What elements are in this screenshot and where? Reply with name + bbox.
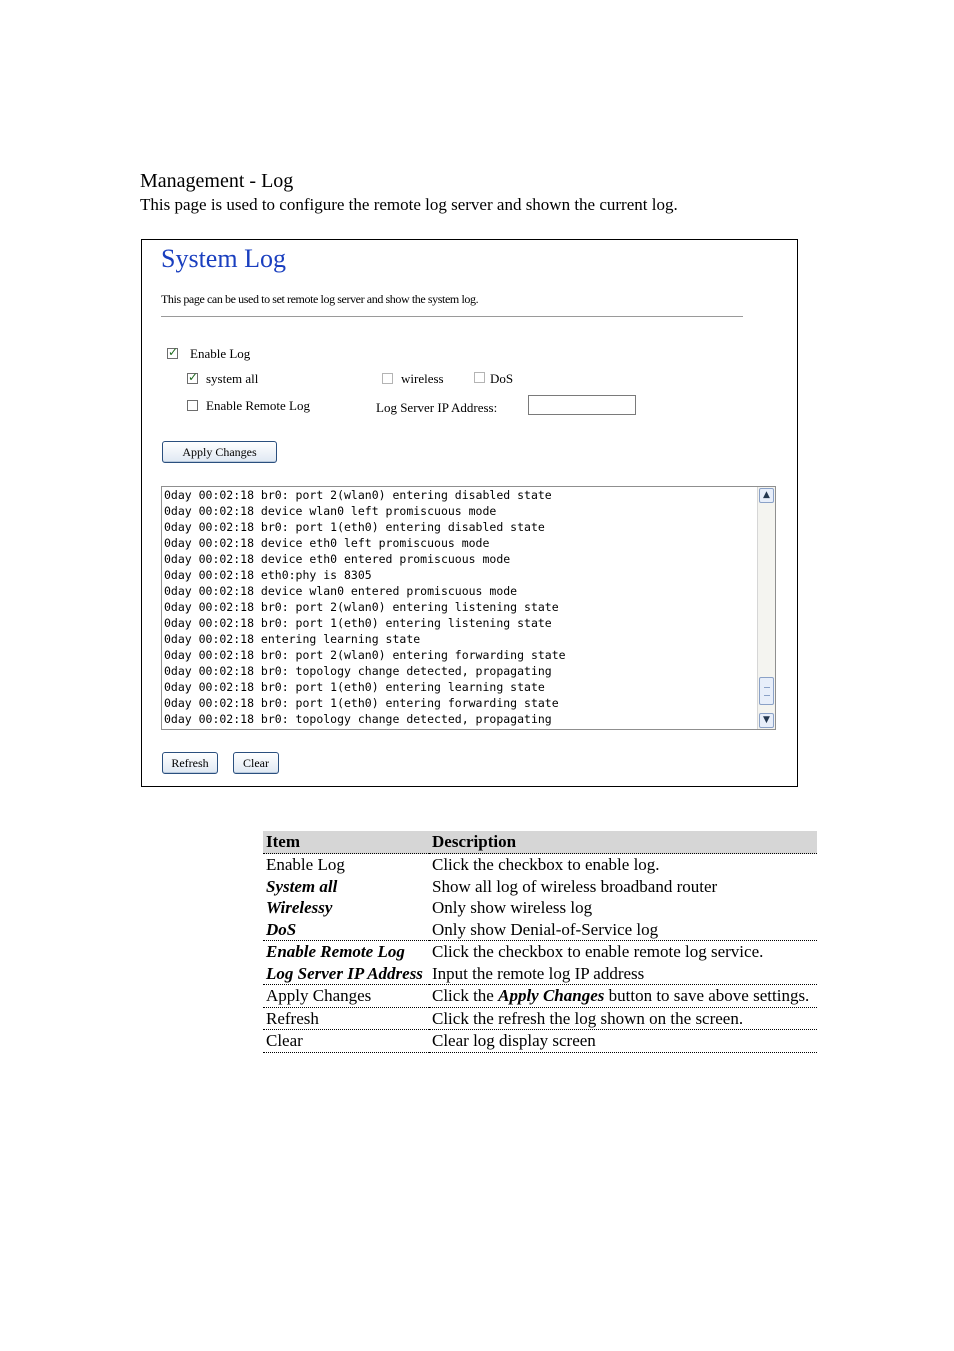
row-description: Input the remote log IP address <box>429 963 817 985</box>
row-description: Click the checkbox to enable log. <box>432 855 660 874</box>
page-intro: This page is used to configure the remote log server and shown the current log. <box>140 195 678 214</box>
row-description <box>429 985 817 1008</box>
panel-title: System Log <box>161 244 286 273</box>
enable-log-label: Enable Log <box>190 346 251 361</box>
log-textarea[interactable] <box>161 486 776 730</box>
dos-label: DoS <box>490 371 514 386</box>
log-line: 0day 00:02:18 br0: port 1(eth0) entering disabled state <box>164 520 545 534</box>
log-line: 0day 00:02:18 br0: port 1(eth0) entering learning state <box>164 680 545 694</box>
row-item: Enable Log <box>266 855 345 874</box>
log-line: 0day 00:02:18 entering learning state <box>164 632 421 646</box>
row-description: Click the checkbox to enable remote log service. <box>432 942 764 961</box>
table-row <box>263 963 817 985</box>
desc-pre: Click the <box>432 986 499 1005</box>
row-item: Apply Changes <box>263 985 429 1008</box>
log-line: 0day 00:02:18 device eth0 entered promiscuous mode <box>164 552 511 566</box>
panel-description: This page can be used to set remote log server and show the system log. <box>161 292 479 306</box>
refresh-button[interactable]: Refresh <box>162 752 218 774</box>
wireless-label: wireless <box>401 371 444 386</box>
row-description: Only show Denial-of-Service log <box>429 919 817 941</box>
row-description: Clear log display screen <box>429 1030 817 1053</box>
row-description: Click the refresh the log shown on the screen. <box>429 1007 817 1030</box>
table-header-item: Item <box>263 831 429 854</box>
log-line: 0day 00:02:18 device wlan0 left promiscuous mode <box>164 504 497 518</box>
log-line: 0day 00:02:18 device wlan0 entered promiscuous mode <box>164 584 518 598</box>
log-content <box>164 487 566 727</box>
desc-post: button to save above settings. <box>604 986 810 1005</box>
log-server-ip-input[interactable] <box>528 395 636 415</box>
log-line: 0day 00:02:18 br0: port 1(eth0) entering listening state <box>164 616 552 630</box>
scroll-thumb[interactable] <box>759 677 774 705</box>
row-item: Refresh <box>263 1007 429 1030</box>
table-row <box>263 897 817 919</box>
description-table <box>263 831 817 1053</box>
log-line: 0day 00:02:18 br0: topology change detected, propagating <box>164 664 552 678</box>
log-line: 0day 00:02:18 device eth0 left promiscuous mode <box>164 536 490 550</box>
log-line: 0day 00:02:18 eth0:phy is 8305 <box>164 568 372 582</box>
enable-remote-log-label: Enable Remote Log <box>206 398 310 413</box>
row-item: Clear <box>263 1030 429 1053</box>
desc-emphasis: Apply Changes <box>498 986 605 1005</box>
log-line: 0day 00:02:18 br0: port 2(wlan0) entering disabled state <box>164 488 552 502</box>
apply-changes-button[interactable]: Apply Changes <box>162 441 277 463</box>
row-item: Enable Remote Log <box>266 942 405 961</box>
enable-log-checkbox[interactable] <box>167 348 178 359</box>
table-row <box>263 876 817 898</box>
system-all-label: system all <box>206 371 259 386</box>
table-row <box>263 1007 817 1030</box>
table-row <box>263 941 817 963</box>
dos-checkbox[interactable] <box>474 372 485 383</box>
table-row <box>263 985 817 1008</box>
log-line: 0day 00:02:18 br0: port 2(wlan0) entering forwarding state <box>164 648 566 662</box>
row-item: Wirelessy <box>266 898 333 917</box>
row-description: Show all log of wireless broadband router <box>432 876 718 896</box>
system-all-checkbox[interactable] <box>187 373 198 384</box>
divider <box>161 316 743 317</box>
row-item: DoS <box>263 919 429 941</box>
scroll-up-icon[interactable]: ▲ <box>759 488 774 503</box>
clear-button[interactable]: Clear <box>233 752 279 774</box>
system-log-screenshot <box>141 239 798 787</box>
scroll-down-icon[interactable]: ▼ <box>759 713 774 728</box>
log-server-ip-label: Log Server IP Address: <box>376 400 498 415</box>
table-row <box>263 1030 817 1053</box>
page-heading: Management - Log <box>140 170 294 192</box>
table-row <box>263 854 817 876</box>
table-row <box>263 919 817 941</box>
row-item: System all <box>266 876 338 896</box>
log-line: 0day 00:02:18 br0: topology change detected, propagating <box>164 712 552 726</box>
log-line: 0day 00:02:18 br0: port 1(eth0) entering forwarding state <box>164 696 559 710</box>
enable-remote-log-checkbox[interactable] <box>187 400 198 411</box>
log-line: 0day 00:02:18 br0: port 2(wlan0) entering listening state <box>164 600 559 614</box>
table-header-description: Description <box>429 831 817 854</box>
row-description: Only show wireless log <box>432 898 593 917</box>
wireless-checkbox[interactable] <box>382 373 393 384</box>
row-item: Log Server IP Address <box>263 963 429 985</box>
log-scrollbar[interactable] <box>757 487 775 729</box>
